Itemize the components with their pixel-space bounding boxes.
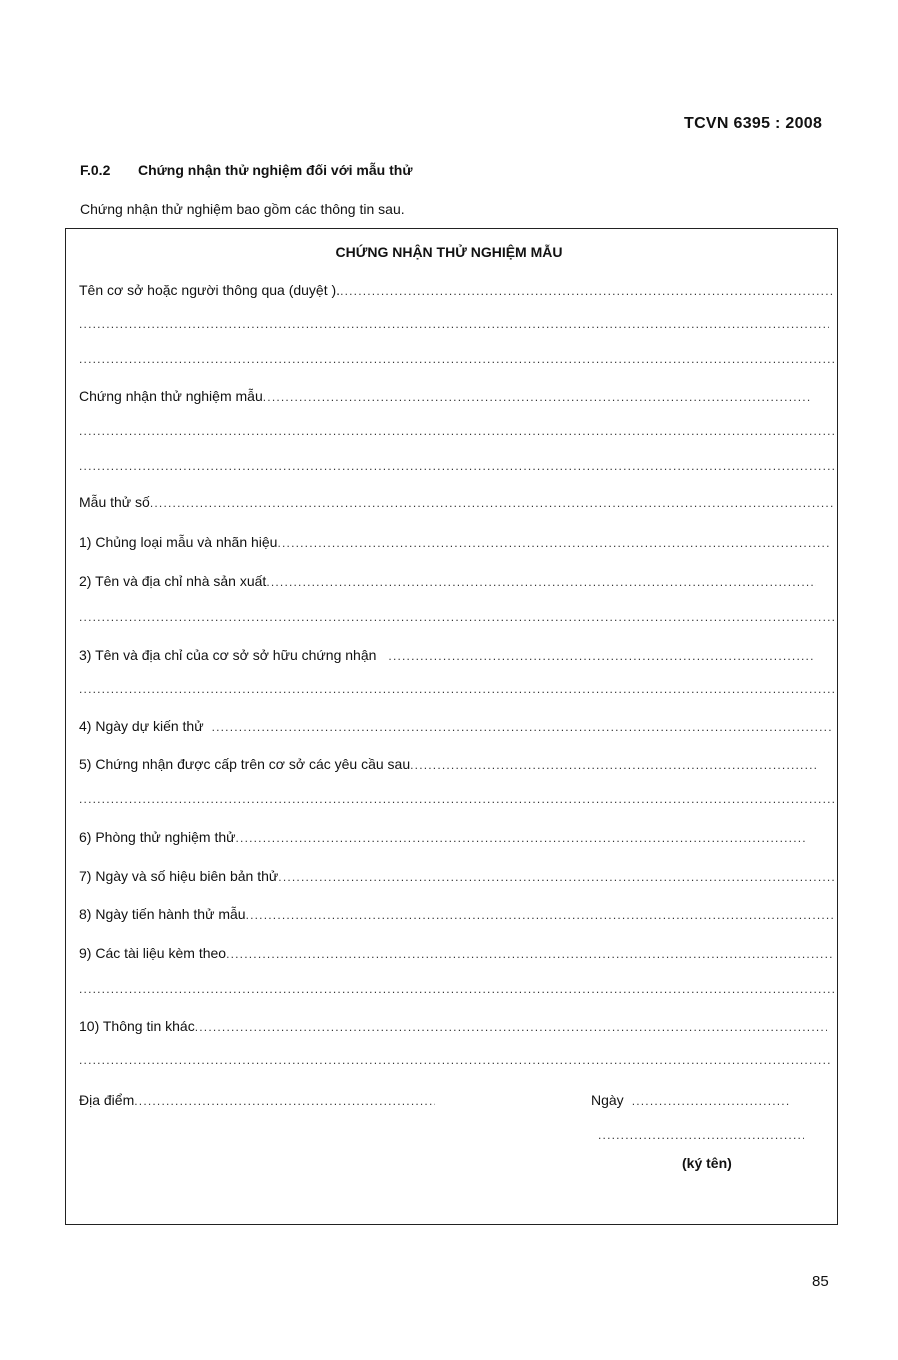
item-3-field[interactable] (79, 647, 814, 667)
item-8-field[interactable] (79, 906, 834, 926)
place-label: Địa điểm (79, 1092, 135, 1108)
item-6-label: 6) Phòng thử nghiệm thử (79, 829, 236, 845)
approver-field[interactable] (79, 282, 834, 302)
item-5-label: 5) Chứng nhận được cấp trên cơ sở các yêu cầu sau (79, 756, 411, 772)
fill-line (134, 1094, 435, 1108)
item-4-field[interactable] (79, 718, 831, 738)
form-title: CHỨNG NHẬN THỬ NGHIỆM MẪU (335, 244, 563, 260)
fill-line (79, 682, 834, 696)
fill-line (278, 870, 834, 884)
sample-cert-field[interactable] (79, 388, 811, 408)
item-2-field[interactable] (79, 573, 816, 593)
approver-label: Tên cơ sở hoặc người thông qua (duyệt ). (79, 282, 341, 298)
item-3-label: 3) Tên và địa chỉ của cơ sở sở hữu chứng nhận (79, 647, 377, 663)
blank-line[interactable] (79, 610, 834, 630)
page-number: 85 (812, 1273, 829, 1290)
sample-number-field[interactable] (79, 494, 834, 514)
blank-line[interactable] (79, 982, 834, 1002)
fill-line (204, 720, 831, 734)
place-field[interactable] (79, 1092, 435, 1112)
section-number: F.0.2 (80, 162, 111, 178)
item-4-label: 4) Ngày dự kiến thử (79, 718, 204, 734)
fill-line (410, 758, 816, 772)
item-1-field[interactable] (79, 534, 831, 554)
fill-line (79, 352, 834, 366)
date-label: Ngày (591, 1092, 624, 1108)
item-5-field[interactable] (79, 756, 816, 776)
fill-line (150, 496, 834, 510)
blank-line[interactable] (79, 792, 834, 812)
fill-line (236, 831, 805, 845)
blank-line[interactable] (79, 317, 829, 337)
fill-line (376, 649, 814, 663)
blank-line[interactable] (79, 352, 834, 372)
item-9-field[interactable] (79, 945, 834, 965)
fill-line (226, 947, 834, 961)
fill-line (79, 610, 834, 624)
fill-line (632, 1094, 791, 1108)
fill-line (79, 424, 834, 438)
date-field[interactable] (591, 1092, 791, 1112)
item-9-label: 9) Các tài liệu kèm theo (79, 945, 227, 961)
fill-line (246, 908, 834, 922)
fill-line (79, 982, 834, 996)
fill-line (79, 792, 834, 806)
fill-line (195, 1020, 827, 1034)
fill-line (263, 390, 811, 404)
blank-line[interactable] (79, 424, 834, 444)
fill-line (266, 575, 816, 589)
blank-line[interactable] (79, 682, 834, 702)
sample-cert-label: Chứng nhận thử nghiệm mẫu (79, 388, 263, 404)
item-8-label: 8) Ngày tiến hành thử mẫu (79, 906, 246, 922)
blank-line[interactable] (79, 1053, 831, 1073)
signature-caption: (ký tên) (682, 1155, 732, 1171)
fill-line (598, 1128, 804, 1142)
item-2-label: 2) Tên và địa chỉ nhà sản xuất (79, 573, 267, 589)
blank-line[interactable] (79, 459, 834, 479)
section-title: Chứng nhận thử nghiệm đối với mẫu thử (138, 162, 413, 178)
intro-text: Chứng nhận thử nghiệm bao gồm các thông tin sau. (80, 201, 405, 217)
fill-line (79, 317, 829, 331)
fill-line (79, 459, 834, 473)
item-10-field[interactable] (79, 1018, 827, 1038)
fill-line (79, 1053, 831, 1067)
sample-number-label: Mẫu thử số (79, 494, 150, 510)
item-10-label: 10) Thông tin khác (79, 1018, 195, 1034)
item-7-label: 7) Ngày và số hiệu biên bản thử (79, 868, 279, 884)
fill-line (340, 284, 834, 298)
fill-line (277, 536, 831, 550)
section-heading (80, 162, 412, 178)
item-6-field[interactable] (79, 829, 805, 849)
item-7-field[interactable] (79, 868, 834, 888)
date-continuation-line[interactable] (598, 1128, 804, 1148)
standard-code: TCVN 6395 : 2008 (684, 115, 823, 132)
item-1-label: 1) Chủng loại mẫu và nhãn hiệu (79, 534, 278, 550)
